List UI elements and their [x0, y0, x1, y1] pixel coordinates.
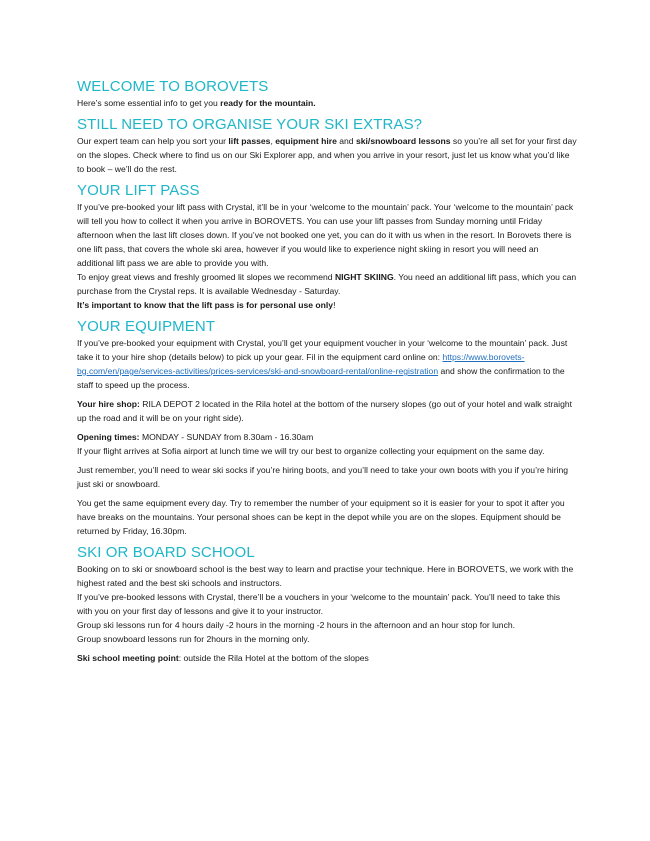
meeting-point-text: : outside the Rila Hotel at the bottom of the slopes: [178, 653, 369, 663]
equipment-text-b: and show the confirmation to the staff to speed up the process.: [77, 366, 565, 390]
equipment-opening-times: [77, 430, 577, 444]
welcome-intro: [77, 96, 577, 110]
heading-equipment: YOUR EQUIPMENT: [77, 318, 216, 335]
lift-paragraph-3: [77, 298, 577, 312]
welcome-intro-text: Here’s some essential info to get you: [77, 98, 221, 108]
extras-text-1: Our expert team can help you sort your: [77, 136, 229, 146]
extras-text-3: and: [336, 136, 356, 146]
equipment-hire-shop: [77, 397, 577, 425]
equipment-text-a: If you’ve pre-booked your equipment with Crystal, you’ll get your equipment voucher in your ‘welcome to the mountain’ pack. Just take it to your hire shop (details below) to pick up your gear. Fil in the equipment card online on:: [77, 338, 568, 362]
opening-times-label: Opening times:: [77, 432, 140, 442]
meeting-point-label: Ski school meeting point: [77, 653, 179, 663]
lift-night-skiing: NIGHT SKIING: [334, 272, 394, 282]
lift-paragraph-1: If you’ve pre-booked your lift pass with Crystal, it’ll be in your ‘welcome to the mountain’ pack. Your ‘welcome to the mountain’ pack will tell you how to collect it when you arrive in BOROVETS. You can use your lift passes from Sunday morning until Friday afternoon when the last lift closes down. If you’ve not booked one yet, you can do it with us when in the resort. In Borovets there is one lift pass, that covers the whole ski area, however if you would like to experience night skiing in resort you will need an additional lift pass we are able to provide you with.: [77, 202, 574, 268]
equipment-flight-note: If your flight arrives at Sofia airport at lunch time we will try our best to organize collecting your equipment on the same day.: [77, 446, 545, 456]
heading-welcome: WELCOME TO BOROVETS: [77, 78, 269, 95]
school-paragraph-4: Group snowboard lessons run for 2hours in the morning only.: [77, 634, 310, 644]
heading-ski-school: SKI OR BOARD SCHOOL: [77, 544, 255, 561]
extras-bold-lessons: ski/snowboard lessons: [355, 136, 451, 146]
lift-text-c: . You need an additional lift pass, which you can purchase from the Crystal reps. It is available Wednesday - Saturday.: [77, 272, 577, 296]
document-page: [77, 78, 577, 665]
hire-shop-text: RILA DEPOT 2 located in the Rila hotel at the bottom of the nursery slopes (go out of your hotel and walk straight up the road and it will be on your right side).: [77, 399, 573, 423]
lift-personal-use: It’s important to know that the lift pass is for personal use only: [77, 300, 334, 310]
school-meeting-point: [77, 651, 577, 665]
extras-text-4: so you’re all set for your first day on the slopes. Check where to find us on our Ski Explorer app, and when you arrive in your resort, just let us know what you’d like to book – we’ll do the rest.: [77, 136, 577, 174]
equipment-socks-note: Just remember, you’ll need to wear ski socks if you’re hiring boots, and you’ll need to take your own boots with you if you’re hiring just ski or snowboard.: [77, 465, 569, 489]
school-paragraph-2: If you’ve pre-booked lessons with Crystal, there’ll be a vouchers in your ‘welcome to the mountain’ pack. You’ll need to take this with you on your first day of lessons and give it to your instructor.: [77, 592, 561, 616]
extras-bold-equipment: equipment hire: [275, 136, 337, 146]
extras-text-2: ,: [270, 136, 276, 146]
opening-times-text: MONDAY - SUNDAY from 8.30am - 16.30am: [139, 432, 314, 442]
school-paragraph-1: Booking on to ski or snowboard school is the best way to learn and practise your technique. Here in BOROVETS, we work with the highest rated and the best ski schools and instructors.: [77, 564, 574, 588]
hire-shop-label: Your hire shop:: [77, 399, 140, 409]
lift-exclaim: !: [333, 300, 336, 310]
equipment-same-note: You get the same equipment every day. Try to remember the number of your equipment so it is easier for your to spot it after you have breaks on the mountains. Your personal shoes can be kept in the depot while you are on the slopes. Equipment should be returned by Friday, 16.30pm.: [77, 498, 565, 536]
school-paragraph-3: Group ski lessons run for 4 hours daily -2 hours in the morning -2 hours in the afternoon and an hour stop for lunch.: [77, 620, 516, 630]
equipment-paragraph-1: [77, 336, 577, 392]
lift-text-a: To enjoy great views and freshly groomed lit slopes we recommend: [77, 272, 335, 282]
extras-bold-lift: lift passes: [228, 136, 271, 146]
welcome-intro-bold: ready for the mountain.: [220, 98, 316, 108]
extras-paragraph: [77, 134, 577, 176]
lift-paragraph-2: [77, 270, 577, 298]
heading-lift-pass: YOUR LIFT PASS: [77, 182, 200, 199]
heading-ski-extras: STILL NEED TO ORGANISE YOUR SKI EXTRAS?: [77, 116, 423, 133]
equipment-registration-link[interactable]: https://www.borovets-bg.com/en/page/services-activities/prices-services/ski-and-snowboard-rental/online-registration: [77, 352, 525, 376]
